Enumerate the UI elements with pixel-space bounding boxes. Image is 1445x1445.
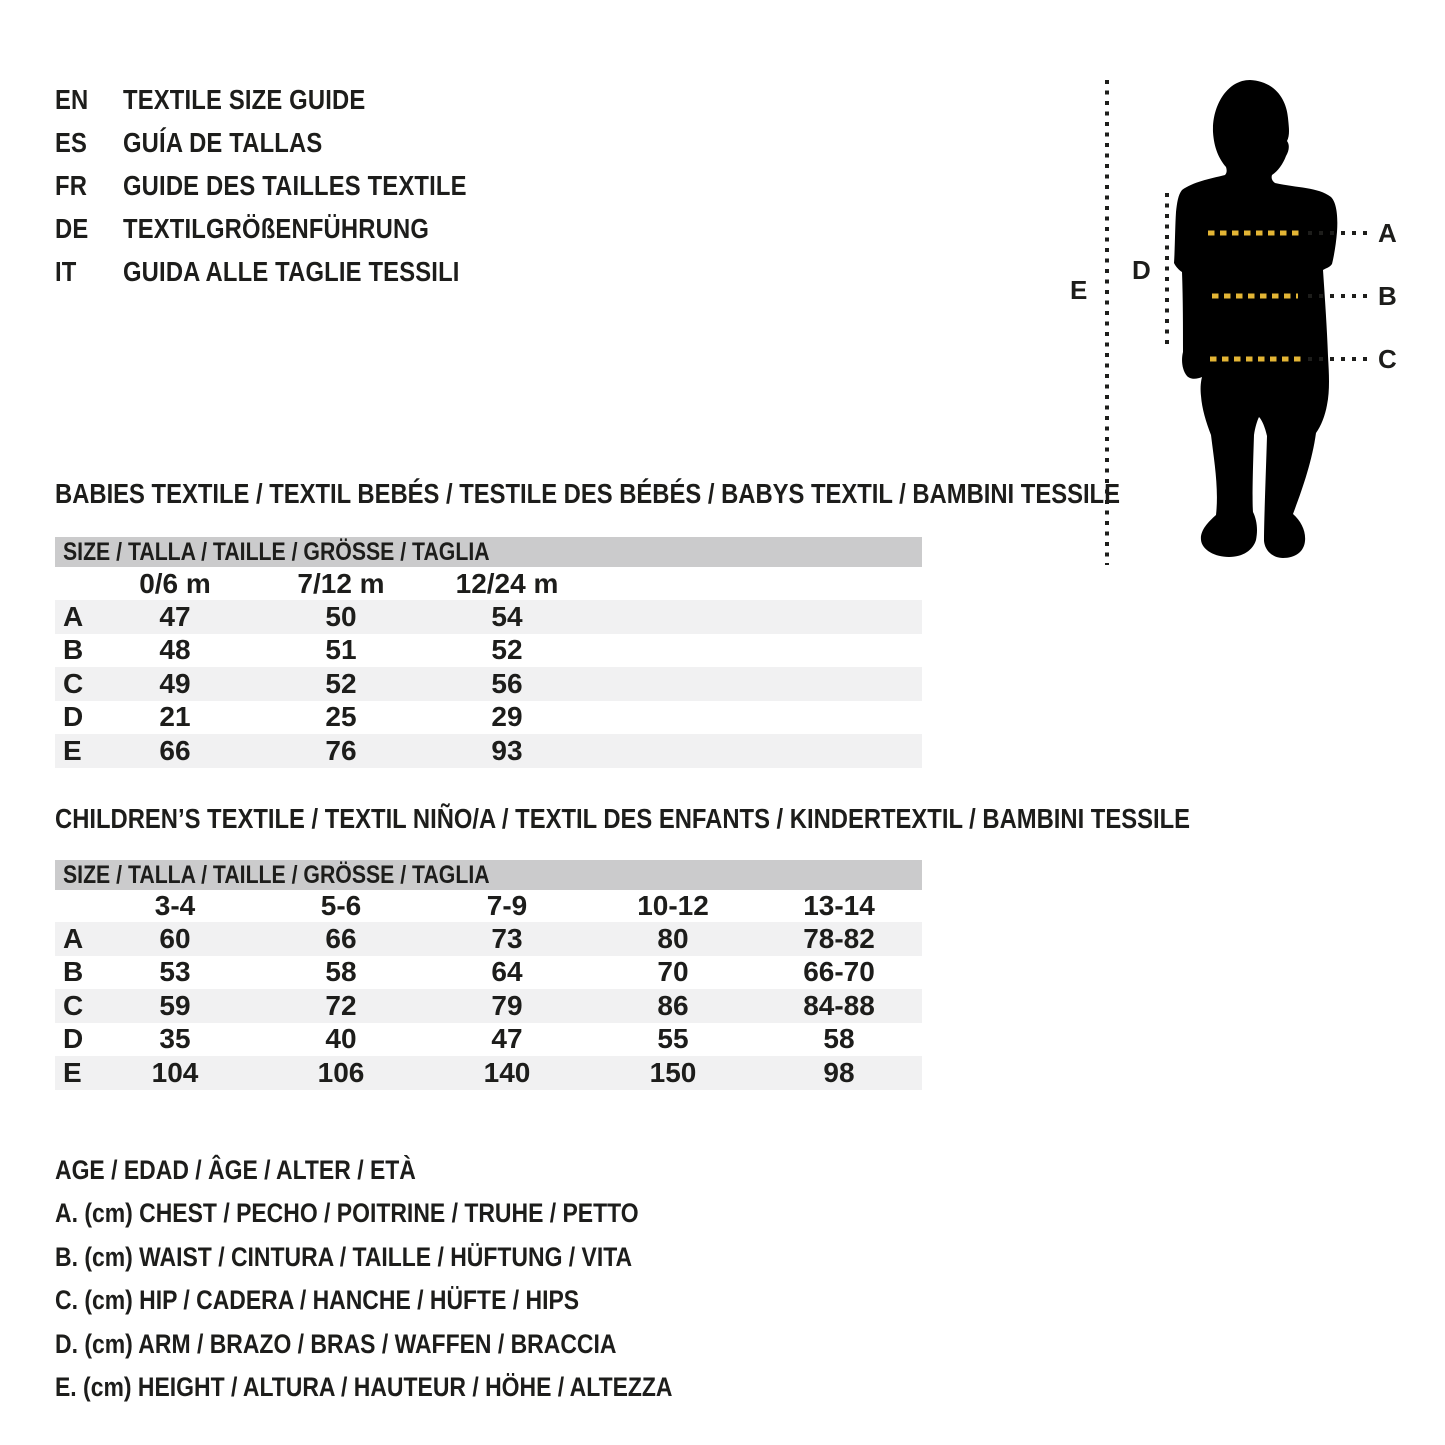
figure-label-c: C (1378, 344, 1397, 374)
children-table (55, 860, 922, 1090)
table-row: A 60 66 73 80 78-82 (55, 922, 922, 956)
table-row: A 47 50 54 (55, 600, 922, 634)
babies-size-header-bar: SIZE / TALLA / TAILLE / GRÖSSE / TAGLIA (55, 537, 922, 567)
lang-code-it: IT (55, 255, 77, 287)
figure-label-d: D (1132, 255, 1151, 285)
children-col-0: 3-4 (154, 890, 196, 921)
figure-label-e: E (1070, 275, 1088, 305)
legend-arm: D. (cm) ARM / BRAZO / BRAS / WAFFEN / BRACCIA (55, 1328, 617, 1359)
legend-waist: B. (cm) WAIST / CINTURA / TAILLE / HÜFTUNG / VITA (55, 1241, 633, 1272)
lang-title-fr: GUIDE DES TAILLES TEXTILE (123, 169, 467, 201)
children-col-3: 10-12 (637, 890, 709, 921)
lang-row-en (55, 78, 527, 121)
figure-label-a: A (1378, 218, 1397, 248)
table-row: D 35 40 47 55 58 (63, 1023, 855, 1055)
legend-age: AGE / EDAD / ÂGE / ALTER / ETÀ (55, 1155, 416, 1185)
children-col-4: 13-14 (803, 890, 875, 921)
measurement-legend (55, 1149, 781, 1409)
legend-chest: A. (cm) CHEST / PECHO / POITRINE / TRUHE / PETTO (55, 1198, 639, 1229)
table-row: E 104 106 140 150 98 (55, 1056, 922, 1090)
table-row: E 66 76 93 (55, 734, 922, 768)
table-row: D 21 25 29 (63, 701, 523, 733)
legend-height: E. (cm) HEIGHT / ALTURA / HAUTEUR / HÖHE / ALTEZZA (55, 1371, 673, 1402)
lang-title-it: GUIDA ALLE TAGLIE TESSILI (123, 255, 460, 287)
children-column-headers (55, 890, 922, 922)
table-row: B 53 58 64 70 66-70 (63, 956, 875, 988)
lang-title-es: GUÍA DE TALLAS (123, 126, 323, 158)
babies-col-1: 7/12 m (297, 567, 385, 599)
language-title-block (55, 78, 527, 293)
children-size-header-bar: SIZE / TALLA / TAILLE / GRÖSSE / TAGLIA (55, 860, 922, 890)
lang-code-en: EN (55, 83, 89, 115)
lang-row-es (55, 121, 527, 164)
table-row: C 59 72 79 86 84-88 (55, 989, 922, 1023)
lang-title-de: TEXTILGRÖßENFÜHRUNG (123, 212, 430, 244)
table-row: B 48 51 52 (63, 634, 523, 666)
legend-hip: C. (cm) HIP / CADERA / HANCHE / HÜFTE / HIPS (55, 1285, 580, 1316)
lang-row-de (55, 207, 527, 250)
babies-column-headers (55, 567, 922, 600)
table-row: C 49 52 56 (55, 667, 922, 701)
lang-code-es: ES (55, 126, 88, 158)
babies-table (55, 537, 922, 768)
lang-code-fr: FR (55, 169, 88, 201)
figure-label-b: B (1378, 281, 1397, 311)
babies-col-2: 12/24 m (455, 567, 559, 599)
lang-title-en: TEXTILE SIZE GUIDE (123, 83, 366, 115)
babies-col-0: 0/6 m (139, 567, 211, 599)
children-col-1: 5-6 (320, 890, 362, 921)
lang-code-de: DE (55, 212, 89, 244)
children-section-title: CHILDREN’S TEXTILE / TEXTIL NIÑO/A / TEXTIL DES ENFANTS / KINDERTEXTIL / BAMBINI TESSILE (55, 803, 1191, 834)
lang-row-fr (55, 164, 527, 207)
babies-section-title: BABIES TEXTILE / TEXTIL BEBÉS / TESTILE DES BÉBÉS / BABYS TEXTIL / BAMBINI TESSILE (55, 478, 1120, 509)
lang-row-it (55, 250, 527, 293)
children-col-2: 7-9 (486, 890, 528, 921)
